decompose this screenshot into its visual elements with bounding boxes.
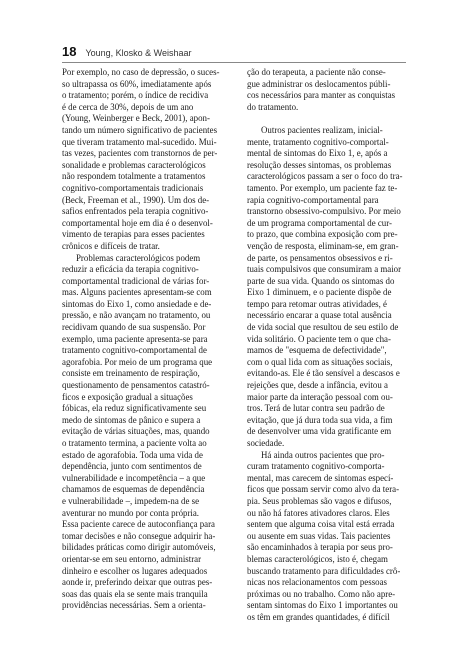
text-line: sonalidade e problemas caracterológicos	[62, 159, 206, 170]
text-line: rejeições que, desde a infância, evitou a	[247, 380, 388, 391]
text-line: maior parte da interação pessoal com ou-	[247, 391, 393, 402]
text-line: fóbicas, ela reduz significativamente seu	[62, 403, 207, 414]
text-line: gue administrar os deslocamentos públi-	[247, 78, 391, 89]
text-line: não respondem totalmente a tratamentos	[62, 171, 206, 182]
text-line: so ultrapassa os 60%, imediatamente após	[62, 78, 212, 89]
text-line: tuais compulsivos que consumiram a maior	[247, 264, 402, 275]
text-line: transtorno obsessivo-compulsivo. Por meio	[247, 206, 401, 217]
text-line: aventurar no mundo por conta própria.	[62, 507, 200, 518]
text-line: mamos de "esquema de defectividade",	[247, 345, 387, 356]
text-line: do tratamento.	[247, 101, 299, 112]
text-line: aonde ir, preferindo deixar que outras pes-	[62, 577, 213, 588]
left-column	[62, 67, 232, 612]
text-line	[247, 113, 417, 125]
text-line: é de cerca de 30%, depois de um ano	[62, 101, 194, 112]
text-line: Outros pacientes realizam, inicial-	[261, 124, 383, 135]
text-line: curam tratamento cognitivo-comporta-	[247, 461, 385, 472]
text-line: de desenvolver uma vida gratificante em	[247, 426, 392, 437]
text-line: sentem que alguma coisa vital está errada	[247, 519, 395, 530]
text-line: vulnerabilidade e incompetência – a que	[62, 472, 206, 483]
text-line: mental, mas carecem de sintomas especí-	[247, 472, 394, 483]
text-line: agorafobia. Por meio de um programa que	[62, 356, 213, 367]
page-number: 18	[62, 44, 77, 59]
text-line: tros. Terá de lutar contra seu padrão de	[247, 403, 385, 414]
text-line: comportamental hoje em dia é o desenvol-	[62, 217, 213, 228]
text-line: bilidades práticas como dirigir automóveis,	[62, 542, 216, 553]
text-line: ficos e exposição gradual a situações	[62, 391, 193, 402]
text-line: dependência, junto com sentimentos de	[62, 461, 202, 472]
text-line: tratamento cognitivo-comportamental de	[62, 345, 207, 356]
text-line: tempo para retomar outras atividades, é	[247, 298, 387, 309]
text-line: ou não há fatores ativadores claros. Eles	[247, 507, 390, 518]
text-line: venção de resposta, eliminam-se, em gran-	[247, 240, 399, 251]
text-line: buscando tratamento para dificuldades crô-	[247, 565, 401, 576]
text-line: (Young, Weinberger e Beck, 2001), apon-	[62, 113, 210, 124]
text-line: reduzir a eficácia da terapia cognitivo-	[62, 264, 199, 275]
text-line: blemas caracterológicos, isto é, chegam	[247, 553, 388, 564]
text-line: o tratamento; porém, o índice de recidiva	[62, 90, 209, 101]
text-line: evitando-as. Ele é tão sensível a descasos e	[247, 368, 400, 379]
text-line: caracterológicos passam a ser o foco do tra-	[247, 171, 403, 182]
text-line: e vulnerabilidade –, impedem-na de se	[62, 495, 200, 506]
text-line: são encaminhados à terapia por seus pro-	[247, 542, 393, 553]
text-line: que tiveram tratamento mal-sucedido. Mui-	[62, 136, 217, 147]
text-line: medo de sintomas de pânico e supera a	[62, 414, 201, 425]
text-line: ficos que possam servir como alvo da tera-	[247, 484, 400, 495]
text-line: o tratamento termina, a paciente volta ao	[62, 438, 207, 448]
text-line: rapia cognitivo-comportamental para	[247, 194, 379, 205]
text-line: tomar decisões e não consegue adquirir ha-	[62, 530, 216, 541]
text-line: pia. Seus problemas são vagos e difusos,	[247, 495, 392, 506]
text-line: estado de agorafobia. Toda uma vida de	[62, 449, 203, 460]
page-header	[62, 44, 406, 62]
text-line: dinheiro e escolher os lugares adequados	[62, 565, 208, 576]
text-line: resolução desses sintomas, os problemas	[247, 159, 392, 170]
text-line: safios enfrentados pela terapia cognitivo-	[62, 206, 209, 217]
text-line: próximas ou no trabalho. Como não apre-	[247, 588, 396, 599]
text-line: nicas nos relacionamentos com pessoas	[247, 577, 387, 588]
text-line: (Beck, Freeman et al., 1990). Um dos de-	[62, 194, 210, 205]
text-line: mente, tratamento cognitivo-comportal-	[247, 136, 389, 147]
text-line: sentam sintomas do Eixo 1 importantes ou	[247, 600, 398, 611]
text-line: soas das quais ela se sente mais tranquila	[62, 588, 208, 599]
text-line: tamento. Por exemplo, um paciente faz te-	[247, 182, 398, 193]
text-line: os têm em grandes quantidades, é difícil	[247, 611, 390, 622]
text-line: providências necessárias. Sem a orienta-	[62, 600, 206, 611]
text-line: de parte, os pensamentos obsessivos e ri-	[247, 252, 393, 263]
text-line: cognitivo-comportamentais tradicionais	[62, 182, 204, 193]
running-head: Young, Klosko & Weishaar	[85, 48, 192, 58]
text-line: crônicos e difíceis de tratar.	[62, 240, 160, 251]
header-rule	[62, 62, 406, 63]
text-line: sintomas do Eixo 1, como ansiedade e de-	[62, 298, 212, 309]
text-line: tas vezes, pacientes com transtornos de per-	[62, 148, 218, 159]
text-line: consiste em treinamento de respiração,	[62, 368, 200, 379]
text-line: ou ausente em suas vidas. Tais pacientes	[247, 530, 391, 541]
text-line: orientar-se em seu entorno, administrar	[62, 553, 202, 564]
text-line: to prazo, que combina exposição com pre-	[247, 229, 398, 240]
text-line: ção do terapeuta, a paciente não conse-	[247, 67, 386, 77]
text-line: Problemas caracterológicos podem	[76, 252, 201, 263]
text-line: questionamento de pensamentos catastró-	[62, 380, 210, 391]
text-line: parte de sua vida. Quando os sintomas do	[247, 275, 395, 286]
text-line: de um programa comportamental de cur-	[247, 217, 392, 228]
text-line: sociedade.	[247, 438, 285, 448]
text-line: Eixo 1 diminuem, e o paciente dispõe de	[247, 287, 392, 298]
text-line: vimento de terapias para esses pacientes	[62, 229, 205, 240]
text-line: Por exemplo, no caso de depressão, o suces-	[62, 67, 220, 77]
text-line: chamamos de esquemas de dependência	[62, 484, 205, 495]
text-line: pressão, e não avançam no tratamento, ou	[62, 310, 211, 321]
text-line: com o qual lida com as situações sociais,	[247, 356, 393, 367]
text-line: Essa paciente carece de autoconfiança para	[62, 519, 215, 530]
text-line: exemplo, uma paciente apresenta-se para	[62, 333, 208, 344]
text-line: cos necessários para manter as conquistas	[247, 90, 396, 101]
right-column	[247, 67, 417, 624]
text-line: evitação, que já dura toda sua vida, a fim	[247, 414, 393, 425]
text-line: tando um número significativo de pacientes	[62, 124, 218, 135]
text-line: comportamental tradicional de várias for-	[62, 275, 210, 286]
text-line: Há ainda outros pacientes que pro-	[261, 449, 385, 460]
text-line: necessário encarar a quase total ausência	[247, 310, 392, 321]
text-line: de vida social que resultou de seu estilo de	[247, 322, 399, 333]
text-line: evitação de várias situações, mas, quando	[62, 426, 210, 437]
text-line: vida solitário. O paciente tem o que cha-	[247, 333, 391, 344]
text-line: mental de sintomas do Eixo 1, e, após a	[247, 148, 388, 159]
text-line: mas. Alguns pacientes apresentam-se com	[62, 287, 212, 298]
text-line: recidivam quando de sua suspensão. Por	[62, 322, 206, 333]
